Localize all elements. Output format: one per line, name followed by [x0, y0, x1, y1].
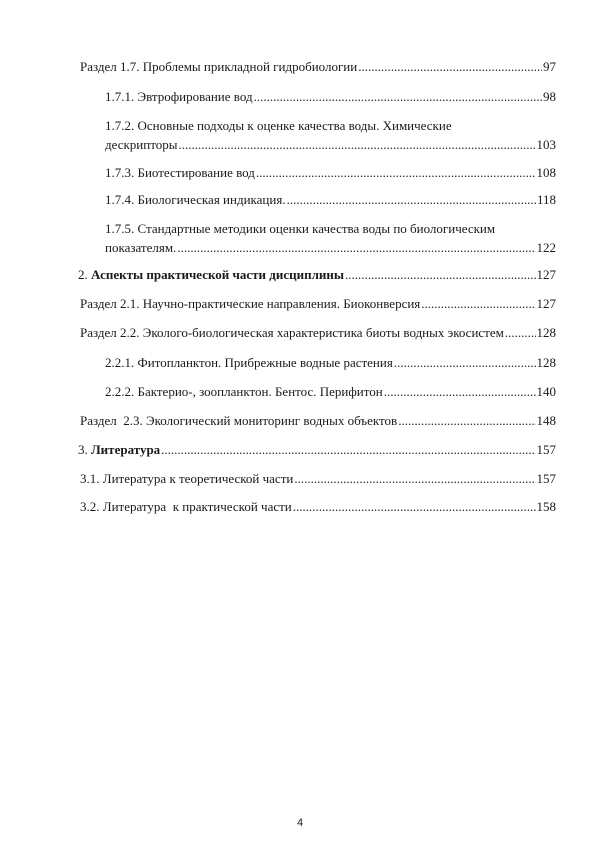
- toc-entry-title: 1.7.2. Основные подходы к оценке качества воды. Химические: [105, 118, 452, 133]
- toc-entry-page: 118: [536, 192, 556, 207]
- dot-leader: [161, 440, 535, 459]
- dot-leader: [256, 163, 536, 182]
- toc-entry-title: Раздел 2.3. Экологический мониторинг водных объектов: [80, 413, 398, 428]
- toc-entry-title: 2.2.2. Бактерио-, зоопланктон. Бентос. Перифитон: [105, 384, 383, 399]
- dot-leader: [394, 353, 536, 372]
- toc-entry-title: 1.7.3. Биотестирование вод: [105, 165, 255, 180]
- dot-leader: [178, 135, 535, 154]
- dot-leader: [398, 411, 535, 430]
- toc-entry[interactable]: [80, 323, 556, 342]
- toc-entry-title-cont: дескрипторы: [105, 137, 178, 152]
- toc-entry-number: 2.: [78, 267, 91, 282]
- toc-entry[interactable]: [105, 87, 556, 106]
- toc-entry[interactable]: [105, 116, 556, 154]
- toc-entry-page: 157: [536, 471, 556, 486]
- dot-leader: [177, 238, 535, 257]
- dot-leader: [287, 190, 536, 209]
- toc-entry-page: 98: [543, 89, 556, 104]
- dot-leader: [254, 87, 542, 106]
- toc-entry-title: 2.2.1. Фитопланктон. Прибрежные водные растения: [105, 355, 393, 370]
- toc-entry-page: 128: [536, 355, 556, 370]
- toc-entry-title-cont: показателям.: [105, 240, 177, 255]
- dot-leader: [294, 469, 535, 488]
- dot-leader: [345, 265, 535, 284]
- toc-entry-title: 3.2. Литература к практической части: [80, 499, 292, 514]
- toc-entry-page: 103: [536, 137, 556, 152]
- toc-entry[interactable]: [78, 265, 556, 284]
- toc-entry-title: Аспекты практической части дисциплины: [91, 267, 345, 282]
- dot-leader: [421, 294, 535, 313]
- toc-entry[interactable]: [80, 469, 556, 488]
- toc-entry-title: Раздел 2.1. Научно-практические направления. Биоконверсия: [80, 296, 421, 311]
- toc-entry-page: 122: [536, 240, 556, 255]
- toc-entry-page: 127: [536, 296, 556, 311]
- toc-entry-page: 128: [536, 325, 556, 340]
- toc-entry-page: 108: [536, 165, 556, 180]
- toc-entry-page: 148: [536, 413, 556, 428]
- toc-entry-number: 3.: [78, 442, 91, 457]
- toc-entry-title: 1.7.4. Биологическая индикация.: [105, 192, 286, 207]
- dot-leader: [358, 57, 542, 76]
- toc-entry-title: Раздел 1.7. Проблемы прикладной гидробиологии: [80, 59, 358, 74]
- toc-entry-title: 1.7.1. Эвтрофирование вод: [105, 89, 253, 104]
- toc-entry-title: 3.1. Литература к теоретической части: [80, 471, 294, 486]
- dot-leader: [505, 323, 536, 342]
- toc-entry-page: 140: [536, 384, 556, 399]
- toc-entry-title: 1.7.5. Стандартные методики оценки качества воды по биологическим: [105, 221, 496, 236]
- toc-entry[interactable]: [78, 440, 556, 459]
- dot-leader: [384, 382, 536, 401]
- toc-entry[interactable]: [105, 219, 556, 257]
- toc-entry[interactable]: [105, 163, 556, 182]
- toc-entry[interactable]: [105, 382, 556, 401]
- toc-entry[interactable]: [105, 353, 556, 372]
- toc-entry[interactable]: [80, 411, 556, 430]
- toc-entry[interactable]: [105, 190, 556, 209]
- toc-entry-page: 97: [543, 59, 556, 74]
- toc-entry[interactable]: [80, 294, 556, 313]
- toc-entry-page: 127: [536, 267, 556, 282]
- toc-entry[interactable]: [80, 497, 556, 516]
- page-number: 4: [296, 817, 304, 829]
- toc-entry-page: 158: [536, 499, 556, 514]
- toc-entry-page: 157: [536, 442, 556, 457]
- toc-entry-title: Литература: [91, 442, 161, 457]
- toc-entry[interactable]: [80, 57, 556, 76]
- toc-entry-title: Раздел 2.2. Эколого-биологическая характеристика биоты водных экосистем: [80, 325, 504, 340]
- dot-leader: [293, 497, 536, 516]
